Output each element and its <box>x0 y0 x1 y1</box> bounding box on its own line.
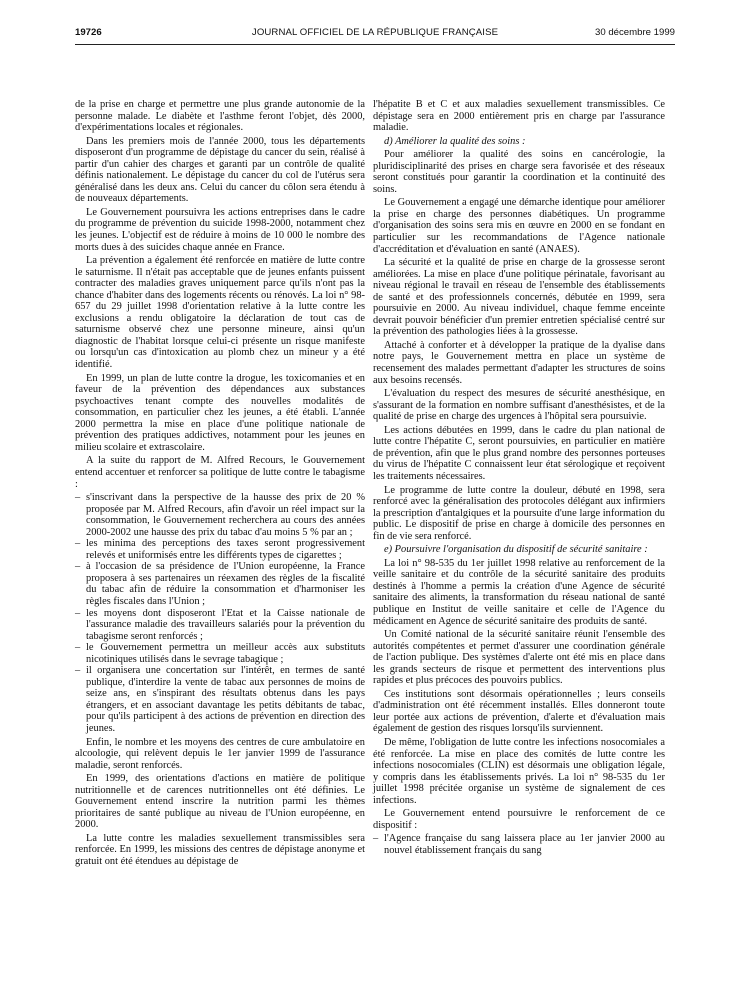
paragraph: Pour améliorer la qualité des soins en cancérologie, la pluridisciplinarité des prises en charge sera favorisée et des réseaux seront constitués pour garantir la coordination et la continuité des soins. <box>373 149 665 195</box>
paragraph: Dans les premiers mois de l'année 2000, tous les départements disposeront d'un programme de dépistage du cancer du sein, réalisé à partir d'un cahier des charges et garanti par un contrôle de qualité définis nationalement. Le dépistage du cancer du col de l'utérus sera généralisé dans les deux ans. Celui du cancer du côlon sera étendu à de nouveaux départements. <box>75 135 365 205</box>
page-number: 19726 <box>75 27 102 38</box>
security-measures-list <box>373 833 665 856</box>
journal-title: JOURNAL OFFICIEL DE LA RÉPUBLIQUE FRANÇAISE <box>251 27 499 38</box>
list-item: – l'Agence française du sang laissera place au 1er janvier 2000 au nouvel établissement français du sang <box>373 833 665 856</box>
paragraph: l'hépatite B et C et aux maladies sexuellement transmissibles. Ce dépistage sera en 2000 entièrement pris en charge par l'assurance maladie. <box>373 99 665 134</box>
list-item: – s'inscrivant dans la perspective de la hausse des prix de 20 % proposée par M. Alfred Recours, afin d'avoir un réel impact sur la consommation, le Gouvernement recherchera au cours des années 2000-2002 une hausse des prix du tabac d'au moins 5 % par an ; <box>75 492 365 538</box>
paragraph: En 1999, un plan de lutte contre la drogue, les toxicomanies et en faveur de la prévention des dépendances aux substances psychoactives tenant compte des nouvelles modalités de consommation, en particulier chez les jeunes, a été établi. L'année 2000 permettra la mise en place d'une politique nationale de prévention des pratiques addictives, notamment pour les jeunes en milieu scolaire et extrascolaire. <box>75 372 365 453</box>
list-item: – le Gouvernement permettra un meilleur accès aux substituts nicotiniques utilisés dans le sevrage tabagique ; <box>75 642 365 665</box>
paragraph: Un Comité national de la sécurité sanitaire réunit l'ensemble des autorités compétentes et permet d'assurer une coordination générale de l'action publique. Des systèmes d'alerte ont été mis en place dans les grands secteurs de risque et permettent des interventions plus rapides et plus précoces des pouvoirs publics. <box>373 629 665 687</box>
paragraph: Le Gouvernement entend poursuivre le renforcement de ce dispositif : <box>373 808 665 831</box>
paragraph: En 1999, des orientations d'actions en matière de politique nutritionnelle et de carences nutritionnelles ont été définies. Le Gouvernement entend inscrire la nutrition parmi les thèmes prioritaires de santé publique au niveau de l'Union européenne, en 2000. <box>75 773 365 831</box>
paragraph: Les actions débutées en 1999, dans le cadre du plan national de lutte contre l'hépatite C, seront poursuivies, en particulier en matière de prévention, afin que le plus grand nombre des personnes porteuses du virus de l'hépatite C connaissent leur état sérologique et reçoivent les traitements nécessaires. <box>373 424 665 482</box>
paragraph: Le Gouvernement a engagé une démarche identique pour améliorer la prise en charge des personnes diabétiques. Un programme d'organisation des soins sera mis en œuvre en 2000 en se fondant en particulier sur les recommandations de l'Agence nationale d'accréditation et d'évaluation en santé (ANAES). <box>373 197 665 255</box>
list-item: – les minima des perceptions des taxes seront progressivement relevés et uniformisés entre les différents types de cigarettes ; <box>75 538 365 561</box>
paragraph: de la prise en charge et permettre une plus grande autonomie de la personne malade. Le diabète et l'asthme feront l'objet, dès 2000, d'expérimentations locales et régionales. <box>75 99 365 134</box>
paragraph: De même, l'obligation de lutte contre les infections nosocomiales a été renforcée. La mise en place des comités de lutte contre les infections nosocomiales (CLIN) est désormais une obligation légale, y compris dans les établissements privés. La loi n° 98-535 du 1er juillet 1998 précitée organise un système de signalement de ces infections. <box>373 736 665 806</box>
paragraph: La lutte contre les maladies sexuellement transmissibles sera renforcée. En 1999, les missions des centres de dépistage anonyme et gratuit ont été étendues au dépistage de <box>75 832 365 867</box>
list-item: – à l'occasion de sa présidence de l'Union européenne, la France proposera à ses partenaires un réexamen des règles de la fiscalité du tabac afin de réduire la consommation et d'harmoniser les règles fiscales dans l'Union ; <box>75 561 365 607</box>
tobacco-measures-list <box>75 492 365 734</box>
paragraph: Le Gouvernement poursuivra les actions entreprises dans le cadre du programme de prévention du suicide 1998-2000, notamment chez les jeunes. L'objectif est de réduire à moins de 10 000 le nombre des morts dues à des suicides chaque année en France. <box>75 206 365 253</box>
paragraph: La loi n° 98-535 du 1er juillet 1998 relative au renforcement de la veille sanitaire et du contrôle de la sécurité sanitaire des produits destinés à l'homme a permis la création d'une Agence de sécurité sanitaire des aliments, la transformation du réseau national de santé publique en Institut de veille sanitaire et celle de l'Agence du médicament en Agence de sécurité sanitaire des produits de santé. <box>373 557 665 627</box>
issue-date: 30 décembre 1999 <box>594 27 675 38</box>
page-header <box>75 25 675 41</box>
list-item: – il organisera une concertation sur l'intérêt, en termes de santé publique, d'interdire la vente de tabac aux personnes de moins de seize ans, en s'inspirant des résultats obtenus dans les pays étrangers, et en associant davantage les petits débitants de tabac, pour qu'ils participent à des actions de prévention en direction des jeunes. <box>75 665 365 734</box>
left-column <box>75 99 365 870</box>
section-heading: e) Poursuivre l'organisation du dispositif de sécurité sanitaire : <box>384 544 648 556</box>
paragraph: Le programme de lutte contre la douleur, débuté en 1998, sera renforcé avec la généralisation des protocoles délégant aux infirmiers la prescription d'antalgiques et la poursuite d'une large information du public. Le dispositif de prise en charge à domicile des personnes en fin de vie sera renforcé. <box>373 484 665 542</box>
paragraph: L'évaluation du respect des mesures de sécurité anesthésique, en s'assurant de la formation en nombre suffisant d'anesthésistes, et de la qualité de prise en charge des urgences à l'hôpital sera poursuivie. <box>373 388 665 423</box>
section-heading: d) Améliorer la qualité des soins : <box>384 135 526 147</box>
paragraph: A la suite du rapport de M. Alfred Recours, le Gouvernement entend accentuer et renforcer sa politique de lutte contre le tabagisme : <box>75 455 365 490</box>
right-column <box>373 99 665 858</box>
paragraph: La sécurité et la qualité de prise en charge de la grossesse seront améliorées. La mise en place d'une politique périnatale, favorisant au niveau régional le travail en réseau de l'ensemble des établissements de santé et des professionnels concernés, débutée en 1999, sera poursuivie en 2000. Au niveau individuel, chaque femme enceinte devrait pouvoir bénéficier d'un premier entretien spécialisé centré sur la prévention des pathologies liées à la grossesse. <box>373 257 665 338</box>
header-rule <box>75 44 675 45</box>
list-item: – les moyens dont disposeront l'Etat et la Caisse nationale de l'assurance maladie des travailleurs salariés pour la prévention du tabagisme seront renforcés ; <box>75 608 365 643</box>
paragraph: La prévention a également été renforcée en matière de lutte contre le saturnisme. Il n'était pas acceptable que de jeunes enfants puissent contracter des maladies graves uniquement parce qu'ils n'ont pas la chance d'habiter dans des logements récents ou rénovés. La loi n° 98-657 du 29 juillet 1998 d'orientation relative à la lutte contre les exclusions a rendu obligatoire la déclaration de tout cas de saturnisme observé chez une personne mineure, ainsi qu'un diagnostic de l'habitat lorsque celui-ci présente un risque manifeste ou lorsqu'un cas d'intoxication au plomb chez un mineur y a été identifié. <box>75 255 365 371</box>
paragraph: Ces institutions sont désormais opérationnelles ; leurs conseils d'administration ont été récemment installés. Elles donneront toute leur portée aux actions de prévention, d'alerte et d'évaluation mais également de gestion des risques lorsqu'ils surviennent. <box>373 688 665 735</box>
paragraph: Attaché à conforter et à développer la pratique de la dyalise dans notre pays, le Gouvernement mettra en place un système de recensement des malades permettant d'adapter les structures de soins aux besoins recensés. <box>373 339 665 386</box>
paragraph: Enfin, le nombre et les moyens des centres de cure ambulatoire en alcoologie, qui relèvent depuis le 1er janvier 1999 de l'assurance maladie, seront renforcés. <box>75 736 365 771</box>
